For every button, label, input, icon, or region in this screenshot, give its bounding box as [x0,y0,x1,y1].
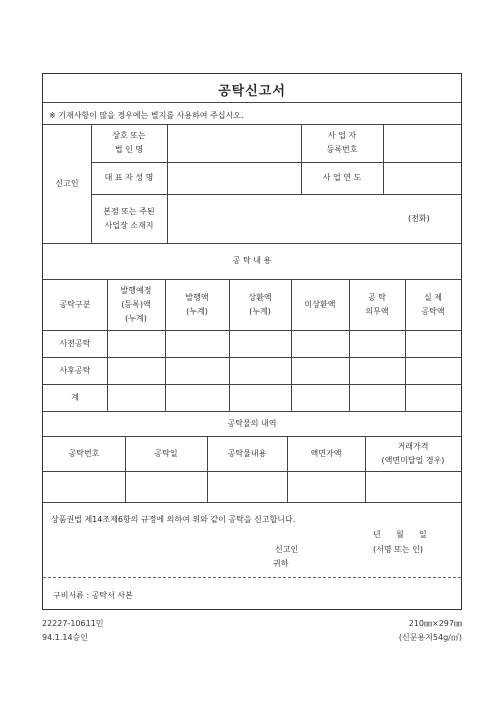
fiscal-year-label: 사 업 연 도 [322,173,362,182]
recipient-label: 귀하 [273,559,289,568]
deposit-row-label: 사후공탁 [59,365,91,375]
notice-text: ※ 기재사항이 많을 경우에는 별지를 사용하여 주십시오. [49,111,244,120]
deposit-header-issued: 발행액 (누계) [185,292,209,316]
deposit-header-redeemed: 상환액 (누계) [248,292,272,316]
divider [43,502,461,503]
approval-date: 94.1.14승인 [42,633,88,642]
items-section-title: 공탁물의 내역 [227,418,277,428]
items-header-number: 공탁번호 [68,448,100,458]
divider [43,471,461,472]
representative-name-field[interactable] [167,162,301,194]
declaration-date: 년 월 일 [373,530,427,539]
items-header-trade-price: 거래가격 (액면미달일 경우) [381,441,445,465]
deposit-row-label: 계 [71,392,79,402]
form-number: 22227-10611민 [42,619,104,628]
report-form [42,73,462,610]
declaration-statement: 상품권법 제14조제6항의 규정에 의하여 위와 같이 공탁을 신고합니다. [51,515,296,524]
address-label: 본점 또는 주된 사업장 소재지 [103,206,155,230]
deposit-section-title: 공 탁 내 용 [232,256,272,265]
representative-name-label: 대 표 자 성 명 [104,173,154,182]
deposit-header-type: 공탁구분 [59,299,91,309]
registration-number-label: 사 업 자 등록번호 [326,131,358,154]
company-name-label: 상호 또는 법 인 명 [112,131,146,154]
signer-label: 신고인 [275,545,299,554]
dashed-divider [43,577,461,578]
deposit-header-actual: 실 제 공탁액 [421,292,445,316]
phone-label: (전화) [408,214,430,223]
deposit-row-label: 사전공탁 [59,338,91,348]
items-header-face-value: 액면가액 [310,448,342,458]
company-name-field[interactable] [167,124,301,162]
deposit-header-planned: 발행예정 (등록)액 (누계) [120,285,152,323]
paper-size: 210㎜×297㎜ [408,619,462,628]
reporter-section-label: 신고인 [55,178,79,188]
items-header-content: 공탁물내용 [227,448,267,458]
fiscal-year-field[interactable] [383,162,461,194]
form-title: 공탁신고서 [218,84,286,99]
divider [43,102,461,103]
deposit-header-required: 공 탁 의무액 [365,292,389,316]
paper-type: (신문용지54g/㎡) [398,633,462,642]
registration-number-field[interactable] [383,124,461,162]
attachments-text: 구비서류 : 공탁서 사본 [53,591,133,600]
signature-note: (서명 또는 인) [373,545,423,554]
deposit-header-unredeemed: 미상환액 [304,299,336,309]
items-header-date: 공탁일 [154,448,178,458]
